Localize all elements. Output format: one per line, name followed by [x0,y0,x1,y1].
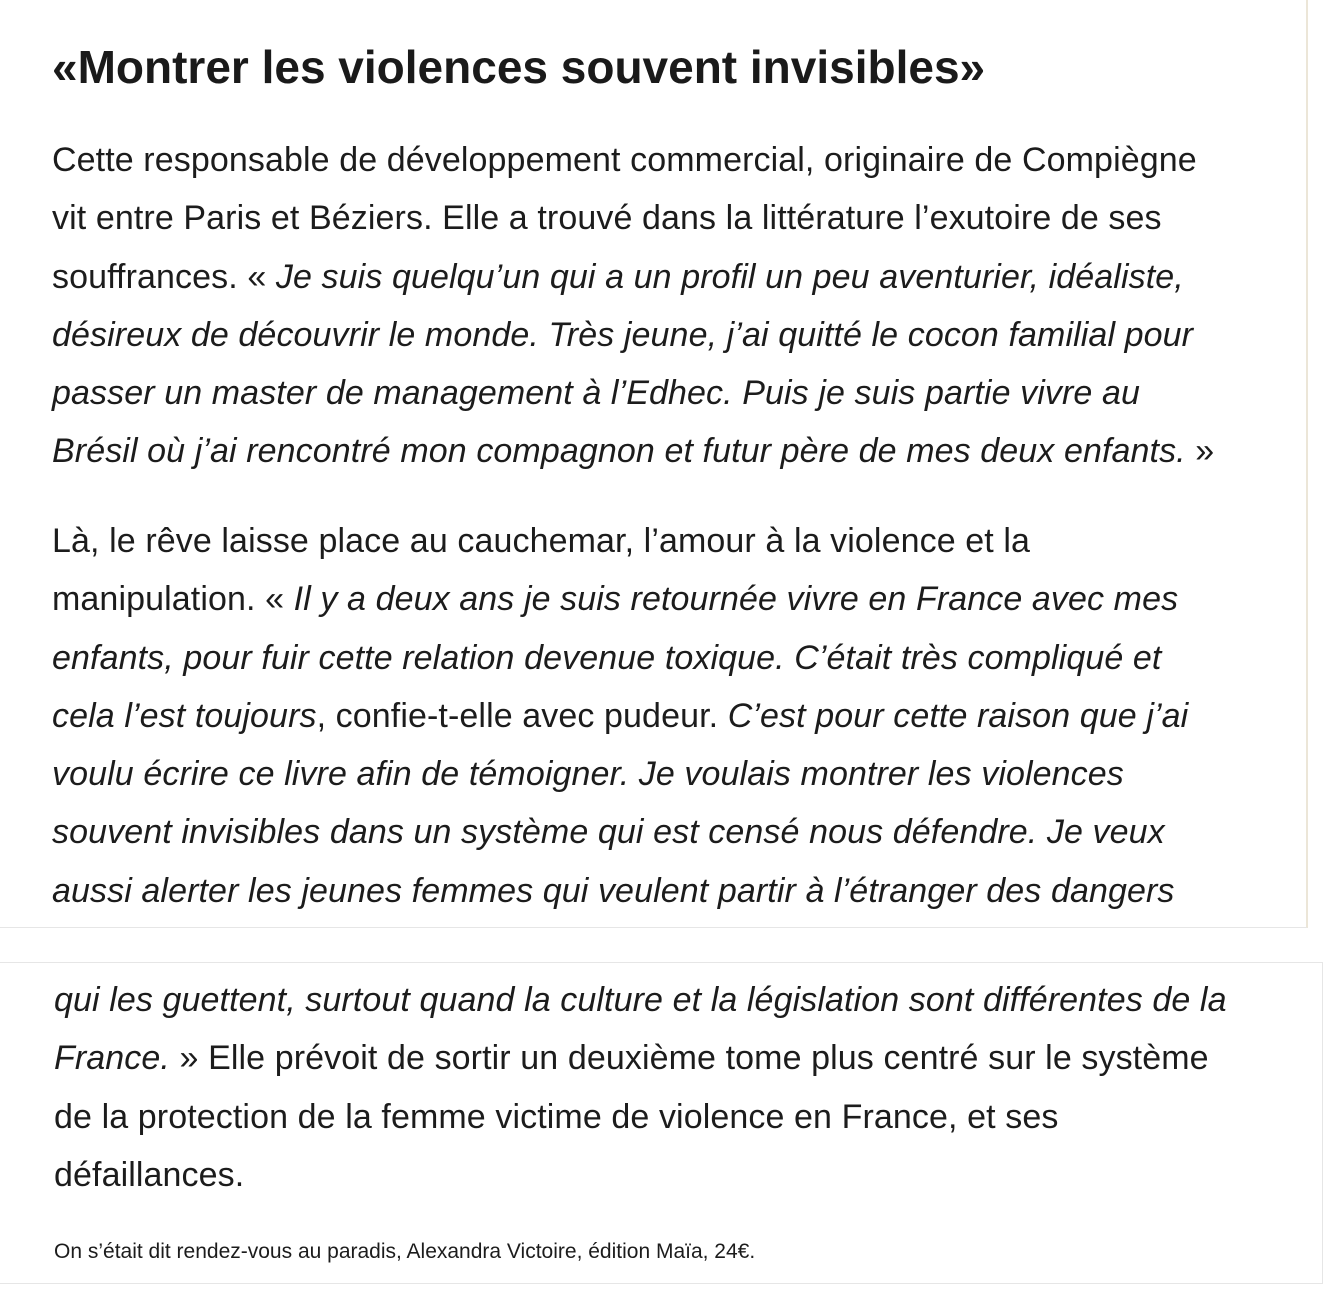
quote-text: C’est pour cette raison que j’ai [727,696,1189,735]
text-line: France. » Elle prévoit de sortir un deuxième tome plus centré sur le système [54,1039,1209,1078]
quote-text: passer un master de management à l’Edhec. Puis je suis partie vivre au [52,374,1140,413]
quote-text: voulu écrire ce livre afin de témoigner. Je voulais montrer les violences [52,755,1124,794]
book-caption: On s’était dit rendez-vous au paradis, Alexandra Victoire, édition Maïa, 24€. [54,1240,756,1263]
quote-text: aussi alerter les jeunes femmes qui veulent partir à l’étranger des dangers [52,871,1175,910]
quote-text: Je suis quelqu’un qui a un profil un peu aventurier, idéaliste, [275,257,1184,296]
paragraph-conclusion [54,971,1316,1204]
quote-text: France. [54,1039,170,1078]
text-line: Cette responsable de développement commercial, originaire de Compiègne [52,141,1197,179]
text-line: Là, le rêve laisse place au cauchemar, l’amour à la violence et la [52,522,1031,560]
text-line [54,971,1316,1029]
text-line [52,803,1302,861]
text-line: vit entre Paris et Béziers. Elle a trouvé dans la littérature l’exutoire de ses [52,199,1162,238]
text-line: manipulation. « Il y a deux ans je suis retournée vivre en France avec mes [52,580,1179,619]
quote-text: enfants, pour fuir cette relation devenue toxique. C’était très compliqué et [52,638,1162,677]
text-line: cela l’est toujours, confie-t-elle avec pudeur. C’est pour cette raison que j’ai [52,696,1189,735]
text-line: défaillances. [54,1155,245,1194]
paragraph-testimony [52,512,1302,920]
text-line [52,629,1302,687]
quote-text: Brésil où j’ai rencontré mon compagnon et futur père de mes deux enfants. [52,432,1186,471]
quote-text: cela l’est toujours [52,696,317,735]
quote-text: souvent invisibles dans un système qui est censé nous défendre. Je veux [52,813,1165,852]
text-line: de la protection de la femme victime de violence en France, et ses [54,1097,1059,1136]
quote-text: Il y a deux ans je suis retournée vivre en France avec mes [293,580,1179,619]
paragraph-intro [52,131,1302,481]
text-line [52,364,1302,422]
quote-text: qui les guettent, surtout quand la culture et la législation sont différentes de la [54,981,1227,1019]
text-line: souffrances. « Je suis quelqu’un qui a un profil un peu aventurier, idéaliste, [52,257,1184,296]
text-line: Brésil où j’ai rencontré mon compagnon et futur père de mes deux enfants. » [52,432,1215,471]
text-line [52,306,1302,364]
article-heading: «Montrer les violences souvent invisibles» [52,41,986,93]
text-line [52,862,1302,920]
text-line [52,745,1302,803]
quote-text: désireux de découvrir le monde. Très jeune, j’ai quitté le cocon familial pour [52,315,1194,354]
